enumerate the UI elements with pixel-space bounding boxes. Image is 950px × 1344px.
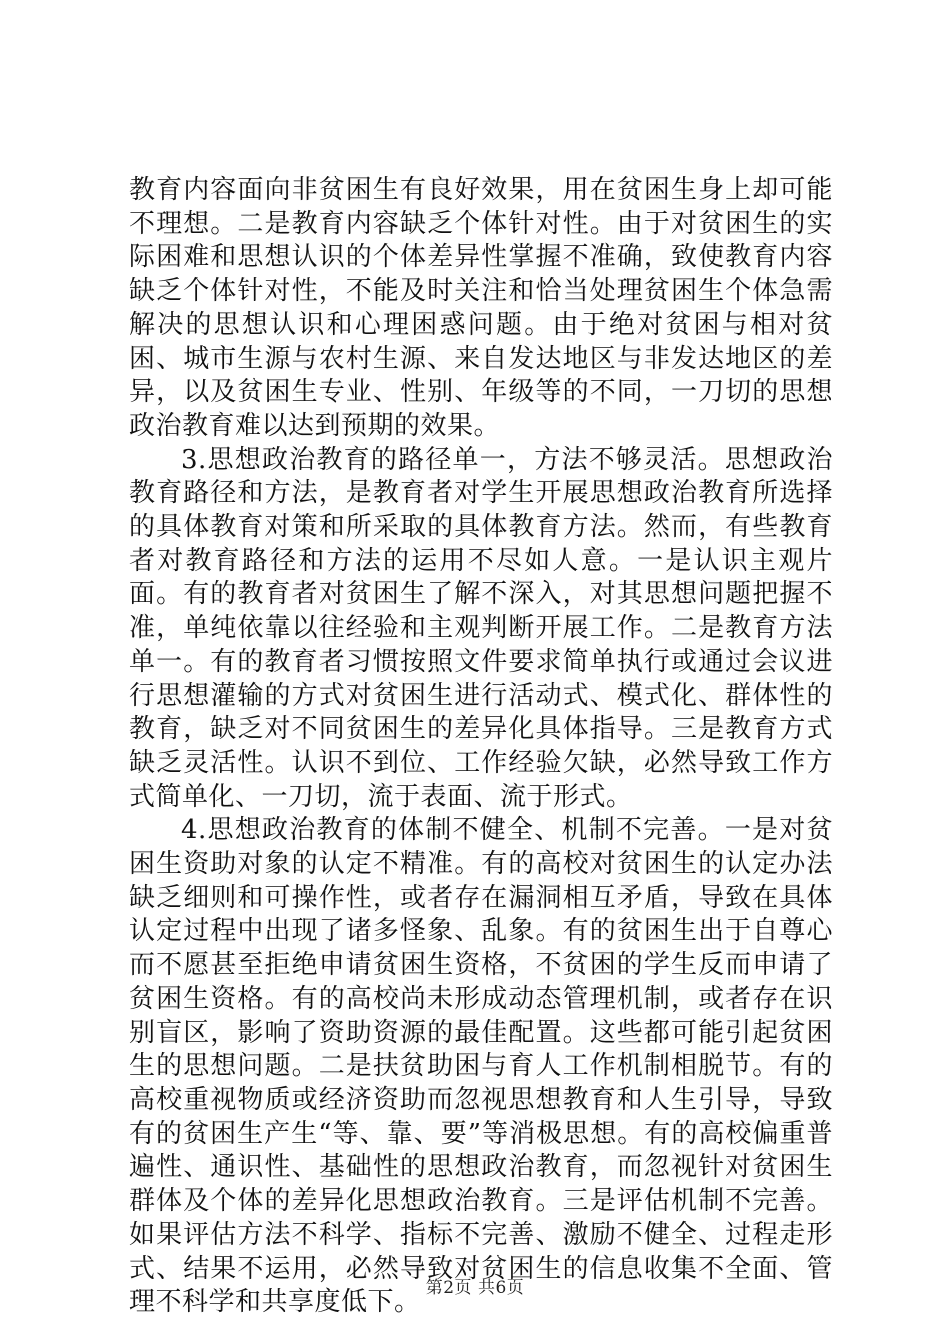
paragraph-section-3: 3.思想政治教育的路径单一，方法不够灵活。思想政治教育路径和方法，是教育者对学生开展思想政治教育所选择的具体教育对策和所采取的具体教育方法。然而，有些教育者对教育路径和方法的运用不尽如人意。一是认识主观片面。有的教育者对贫困生了解不深入，对其思想问题把握不准，单纯依靠以往经验和主观判断开展工作。二是教育方法单一。有的教育者习惯按照文件要求简单执行或通过会议进行思想灌输的方式对贫困生进行活动式、模式化、群体性的教育，缺乏对不同贫困生的差异化具体指导。三是教育方式缺乏灵活性。认识不到位、工作经验欠缺，必然导致工作方式简单化、一刀切，流于表面、流于形式。 [129,444,833,812]
page-footer: 第2页 共6页 [425,1278,525,1298]
document-body [129,174,833,1320]
paragraph-continuation: 教育内容面向非贫困生有良好效果，用在贫困生身上却可能不理想。二是教育内容缺乏个体针对性。由于对贫困生的实际困难和思想认识的个体差异性掌握不准确，致使教育内容缺乏个体针对性，不能及时关注和恰当处理贫困生个体急需解决的思想认识和心理困惑问题。由于绝对贫困与相对贫困、城市生源与农村生源、来自发达地区与非发达地区的差异，以及贫困生专业、性别、年级等的不同，一刀切的思想政治教育难以达到预期的效果。 [129,175,833,441]
paragraph-section-4: 4.思想政治教育的体制不健全、机制不完善。一是对贫困生资助对象的认定不精准。有的高校对贫困生的认定办法缺乏细则和可操作性，或者存在漏洞相互矛盾，导致在具体认定过程中出现了诸多怪象、乱象。有的贫困生出于自尊心而不愿甚至拒绝申请贫困生资格，不贫困的学生反而申请了贫困生资格。有的高校尚未形成动态管理机制，或者存在识别盲区，影响了资助资源的最佳配置。这些都可能引起贫困生的思想问题。二是扶贫助困与育人工作机制相脱节。有的高校重视物质或经济资助而忽视思想教育和人生引导，导致有的贫困生产生“等、靠、要”等消极思想。有的高校偏重普遍性、通识性、基础性的思想政治教育，而忽视针对贫困生群体及个体的差异化思想政治教育。三是评估机制不完善。如果评估方法不科学、指标不完善、激励不健全、过程走形式、结果不运用，必然导致对贫困生的信息收集不全面、管理不科学和共享度低下。 [129,815,833,1318]
